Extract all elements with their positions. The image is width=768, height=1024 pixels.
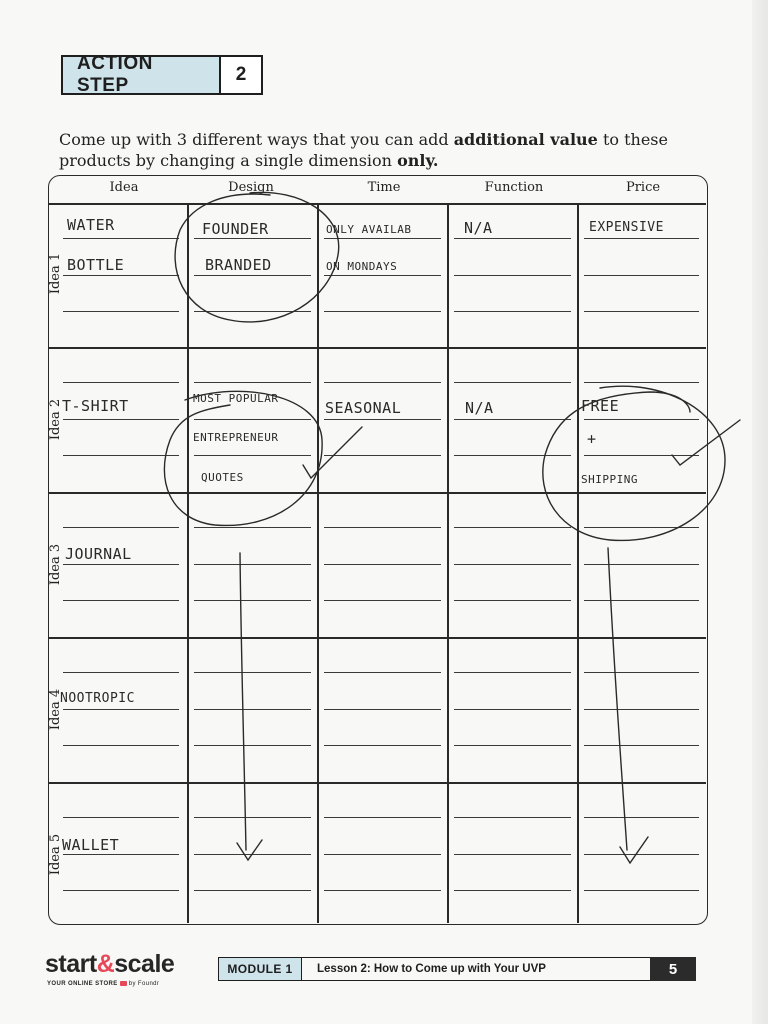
row-separator-1 bbox=[49, 347, 706, 349]
column-divider-2 bbox=[317, 203, 319, 923]
writing-line bbox=[194, 311, 311, 312]
writing-line bbox=[324, 600, 441, 601]
writing-line bbox=[324, 419, 441, 420]
hw-idea2-design-3: QUOTES bbox=[201, 471, 244, 484]
writing-line bbox=[194, 527, 311, 528]
brand-logo bbox=[45, 950, 174, 979]
row-label-idea-1: Idea 1 bbox=[48, 252, 64, 295]
header-design: Design bbox=[228, 180, 274, 195]
writing-line bbox=[454, 890, 571, 891]
writing-line bbox=[324, 455, 441, 456]
brand-start: start bbox=[45, 950, 97, 978]
hw-idea1-line1: WATER bbox=[67, 216, 115, 234]
header-time: Time bbox=[367, 180, 401, 195]
hw-idea1-function: N/A bbox=[464, 219, 493, 237]
instructions-part-1: Come up with 3 different ways that you can add bbox=[59, 130, 454, 149]
writing-line bbox=[584, 709, 699, 710]
hw-idea2-idea: T-SHIRT bbox=[62, 397, 129, 415]
writing-line bbox=[584, 672, 699, 673]
instructions-text bbox=[59, 129, 699, 171]
writing-line bbox=[584, 890, 699, 891]
writing-line bbox=[194, 854, 311, 855]
action-step-label: ACTION STEP bbox=[63, 57, 221, 93]
writing-line bbox=[63, 709, 179, 710]
writing-line bbox=[454, 672, 571, 673]
hw-idea3-idea: JOURNAL bbox=[65, 545, 132, 563]
module-label: MODULE 1 bbox=[219, 958, 302, 980]
writing-line bbox=[194, 672, 311, 673]
instructions-bold-1: additional value bbox=[453, 130, 598, 149]
writing-line bbox=[584, 854, 699, 855]
writing-line bbox=[454, 311, 571, 312]
writing-line bbox=[324, 672, 441, 673]
writing-line bbox=[63, 419, 179, 420]
action-step-header bbox=[61, 55, 263, 95]
row-separator-3 bbox=[49, 637, 706, 639]
writing-line bbox=[194, 238, 311, 239]
writing-line bbox=[584, 275, 699, 276]
hw-idea2-design-2: ENTREPRENEUR bbox=[193, 431, 279, 444]
brand-amp: & bbox=[96, 950, 115, 978]
hw-idea2-function: N/A bbox=[465, 399, 494, 417]
writing-line bbox=[584, 817, 699, 818]
writing-line bbox=[454, 709, 571, 710]
writing-line bbox=[584, 600, 699, 601]
writing-line bbox=[454, 455, 571, 456]
hw-idea1-line2: BOTTLE bbox=[67, 256, 125, 274]
hw-idea5-idea: WALLET bbox=[62, 836, 120, 854]
writing-line bbox=[194, 600, 311, 601]
writing-line bbox=[194, 275, 311, 276]
hw-idea2-price-2: + bbox=[587, 430, 597, 448]
action-step-number: 2 bbox=[221, 57, 261, 93]
writing-line bbox=[194, 890, 311, 891]
hw-idea1-design-2: BRANDED bbox=[205, 256, 272, 274]
instructions-bold-2: only. bbox=[397, 151, 439, 170]
writing-line bbox=[63, 238, 179, 239]
instructions-part-2: to these products by changing a single dimension bbox=[59, 130, 668, 170]
writing-line bbox=[454, 382, 571, 383]
tagline-by: by Foundr bbox=[128, 981, 160, 988]
writing-line bbox=[63, 311, 179, 312]
writing-line bbox=[194, 709, 311, 710]
brand-scale: scale bbox=[114, 950, 175, 978]
page-number: 5 bbox=[650, 957, 696, 981]
foundr-mark-icon bbox=[120, 981, 127, 986]
writing-line bbox=[63, 527, 179, 528]
writing-line bbox=[454, 854, 571, 855]
writing-line bbox=[454, 817, 571, 818]
writing-line bbox=[324, 275, 441, 276]
header-function: Function bbox=[484, 180, 544, 195]
row-separator-2 bbox=[49, 492, 706, 494]
writing-line bbox=[63, 275, 179, 276]
writing-line bbox=[324, 564, 441, 565]
writing-line bbox=[454, 600, 571, 601]
column-divider-1 bbox=[187, 203, 189, 923]
writing-line bbox=[584, 419, 699, 420]
writing-line bbox=[63, 817, 179, 818]
writing-line bbox=[63, 382, 179, 383]
writing-line bbox=[324, 890, 441, 891]
header-price: Price bbox=[625, 180, 661, 195]
hw-idea2-price-3: SHIPPING bbox=[581, 473, 638, 486]
writing-line bbox=[194, 455, 311, 456]
row-label-idea-3: Idea 3 bbox=[48, 543, 64, 586]
writing-line bbox=[454, 564, 571, 565]
hw-idea1-price: EXPENSIVE bbox=[589, 220, 664, 235]
writing-line bbox=[584, 564, 699, 565]
header-separator bbox=[49, 203, 706, 205]
hw-idea2-design-1: MOST POPULAR bbox=[193, 392, 279, 405]
writing-line bbox=[324, 527, 441, 528]
writing-line bbox=[324, 238, 441, 239]
ideas-table bbox=[48, 175, 708, 925]
writing-line bbox=[584, 311, 699, 312]
row-label-idea-5: Idea 5 bbox=[48, 833, 64, 876]
writing-line bbox=[454, 419, 571, 420]
writing-line bbox=[63, 564, 179, 565]
hw-idea1-design-1: FOUNDER bbox=[202, 220, 269, 238]
hw-idea2-time: SEASONAL bbox=[325, 399, 402, 417]
hw-idea1-time-2: ON MONDAYS bbox=[326, 260, 398, 273]
writing-line bbox=[454, 238, 571, 239]
column-divider-4 bbox=[577, 203, 579, 923]
row-separator-4 bbox=[49, 782, 706, 784]
header-idea: Idea bbox=[109, 180, 139, 195]
writing-line bbox=[324, 745, 441, 746]
writing-line bbox=[194, 382, 311, 383]
writing-line bbox=[324, 854, 441, 855]
hw-idea1-time-1: ONLY AVAILAB bbox=[326, 223, 412, 236]
column-divider-3 bbox=[447, 203, 449, 923]
writing-line bbox=[454, 745, 571, 746]
row-label-idea-2: Idea 2 bbox=[48, 398, 64, 441]
writing-line bbox=[584, 382, 699, 383]
page-edge-shadow bbox=[752, 0, 768, 1024]
writing-line bbox=[63, 455, 179, 456]
tagline-text: YOUR ONLINE STORE bbox=[47, 981, 118, 988]
writing-line bbox=[194, 745, 311, 746]
writing-line bbox=[324, 709, 441, 710]
brand-tagline bbox=[47, 981, 159, 987]
footer bbox=[45, 950, 705, 995]
writing-line bbox=[584, 455, 699, 456]
writing-line bbox=[194, 817, 311, 818]
writing-line bbox=[63, 854, 179, 855]
writing-line bbox=[584, 238, 699, 239]
writing-line bbox=[324, 382, 441, 383]
writing-line bbox=[324, 311, 441, 312]
hw-idea2-price-1: FREE bbox=[581, 397, 620, 415]
writing-line bbox=[584, 745, 699, 746]
writing-line bbox=[194, 419, 311, 420]
hw-idea4-idea: NOOTROPIC bbox=[60, 691, 135, 706]
writing-line bbox=[63, 745, 179, 746]
writing-line bbox=[63, 890, 179, 891]
writing-line bbox=[324, 817, 441, 818]
writing-line bbox=[454, 527, 571, 528]
row-label-idea-4: Idea 4 bbox=[48, 688, 64, 731]
lesson-title: Lesson 2: How to Come up with Your UVP bbox=[317, 963, 546, 975]
writing-line bbox=[584, 527, 699, 528]
writing-line bbox=[454, 275, 571, 276]
module-bar bbox=[218, 957, 694, 981]
writing-line bbox=[63, 672, 179, 673]
writing-line bbox=[63, 600, 179, 601]
writing-line bbox=[194, 564, 311, 565]
